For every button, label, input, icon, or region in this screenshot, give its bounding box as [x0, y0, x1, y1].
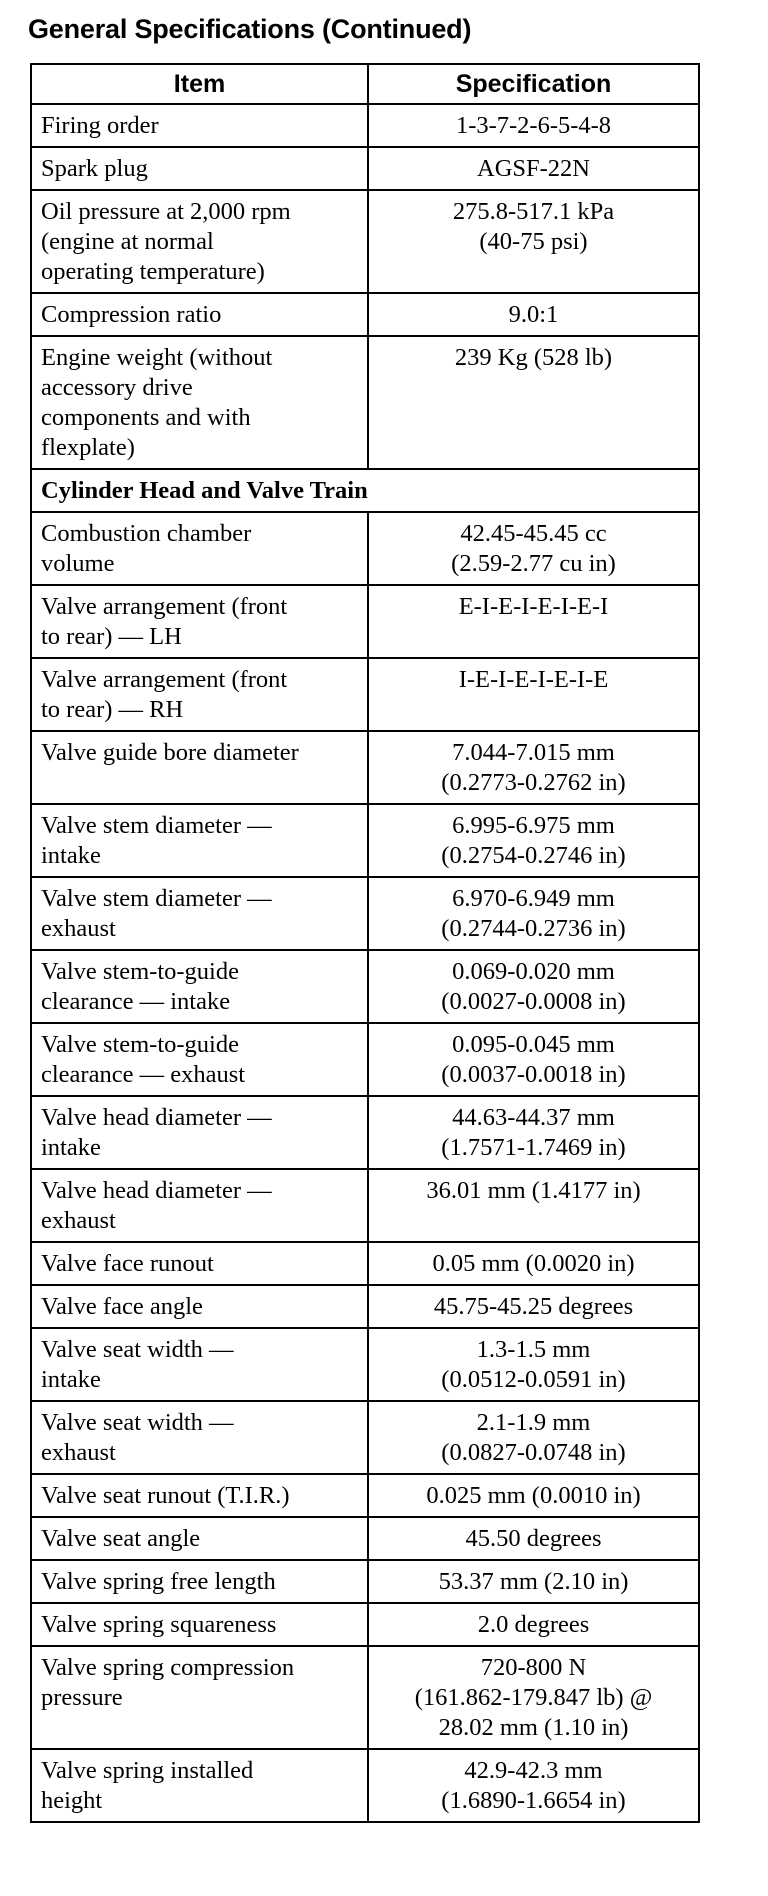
item-cell: Firing order	[31, 104, 368, 147]
table-row	[31, 1328, 699, 1401]
table-row	[31, 804, 699, 877]
specification-cell: 720-800 N (161.862-179.847 lb) @ 28.02 mm (1.10 in)	[368, 1646, 699, 1749]
specification-cell: 0.05 mm (0.0020 in)	[368, 1242, 699, 1285]
table-body	[31, 104, 699, 1822]
item-cell: Valve arrangement (front to rear) — RH	[31, 658, 368, 731]
specification-cell: 2.0 degrees	[368, 1603, 699, 1646]
specification-cell: 2.1-1.9 mm (0.0827-0.0748 in)	[368, 1401, 699, 1474]
table-row	[31, 512, 699, 585]
item-cell: Valve seat runout (T.I.R.)	[31, 1474, 368, 1517]
item-cell: Combustion chamber volume	[31, 512, 368, 585]
specification-cell: 9.0:1	[368, 293, 699, 336]
table-header-row	[31, 64, 699, 104]
table-row	[31, 336, 699, 469]
specification-cell: 1.3-1.5 mm (0.0512-0.0591 in)	[368, 1328, 699, 1401]
specification-cell: 0.069-0.020 mm (0.0027-0.0008 in)	[368, 950, 699, 1023]
table-row	[31, 1646, 699, 1749]
table-row	[31, 1023, 699, 1096]
item-cell: Compression ratio	[31, 293, 368, 336]
item-cell: Valve spring installed height	[31, 1749, 368, 1822]
specification-cell: AGSF-22N	[368, 147, 699, 190]
item-cell: Valve head diameter — intake	[31, 1096, 368, 1169]
item-cell: Engine weight (without accessory drive components and with flexplate)	[31, 336, 368, 469]
table-row	[31, 293, 699, 336]
specification-cell: 42.45-45.45 cc (2.59-2.77 cu in)	[368, 512, 699, 585]
specification-cell: 275.8-517.1 kPa (40-75 psi)	[368, 190, 699, 293]
table-row	[31, 877, 699, 950]
item-cell: Valve arrangement (front to rear) — LH	[31, 585, 368, 658]
table-row	[31, 1096, 699, 1169]
specification-cell: 239 Kg (528 lb)	[368, 336, 699, 469]
specification-cell: 36.01 mm (1.4177 in)	[368, 1169, 699, 1242]
section-header-row	[31, 469, 699, 512]
table-row	[31, 190, 699, 293]
specification-cell: 1-3-7-2-6-5-4-8	[368, 104, 699, 147]
table-row	[31, 104, 699, 147]
item-cell: Valve face angle	[31, 1285, 368, 1328]
table-row	[31, 1749, 699, 1822]
table-row	[31, 1517, 699, 1560]
specification-cell: 0.095-0.045 mm (0.0037-0.0018 in)	[368, 1023, 699, 1096]
specification-cell: 45.75-45.25 degrees	[368, 1285, 699, 1328]
column-header-specification: Specification	[368, 64, 699, 104]
item-cell: Valve seat width — intake	[31, 1328, 368, 1401]
item-cell: Valve stem diameter — exhaust	[31, 877, 368, 950]
table-row	[31, 950, 699, 1023]
table-row	[31, 658, 699, 731]
item-cell: Valve spring squareness	[31, 1603, 368, 1646]
specification-cell: 44.63-44.37 mm (1.7571-1.7469 in)	[368, 1096, 699, 1169]
specification-cell: 6.995-6.975 mm (0.2754-0.2746 in)	[368, 804, 699, 877]
page-title: General Specifications (Continued)	[28, 14, 472, 44]
specification-cell: I-E-I-E-I-E-I-E	[368, 658, 699, 731]
table-row	[31, 585, 699, 658]
item-cell: Spark plug	[31, 147, 368, 190]
specification-cell: 6.970-6.949 mm (0.2744-0.2736 in)	[368, 877, 699, 950]
item-cell: Valve guide bore diameter	[31, 731, 368, 804]
item-cell: Valve spring compression pressure	[31, 1646, 368, 1749]
item-cell: Valve stem-to-guide clearance — intake	[31, 950, 368, 1023]
item-cell: Valve head diameter — exhaust	[31, 1169, 368, 1242]
item-cell: Oil pressure at 2,000 rpm (engine at normal operating temperature)	[31, 190, 368, 293]
item-cell: Valve stem-to-guide clearance — exhaust	[31, 1023, 368, 1096]
specification-cell: 0.025 mm (0.0010 in)	[368, 1474, 699, 1517]
specification-cell: 45.50 degrees	[368, 1517, 699, 1560]
specification-cell: E-I-E-I-E-I-E-I	[368, 585, 699, 658]
item-cell: Valve face runout	[31, 1242, 368, 1285]
table-row	[31, 1401, 699, 1474]
item-cell: Valve seat width — exhaust	[31, 1401, 368, 1474]
item-cell: Valve seat angle	[31, 1517, 368, 1560]
table-row	[31, 1603, 699, 1646]
table-row	[31, 147, 699, 190]
specification-cell: 7.044-7.015 mm (0.2773-0.2762 in)	[368, 731, 699, 804]
specification-cell: 42.9-42.3 mm (1.6890-1.6654 in)	[368, 1749, 699, 1822]
column-header-item: Item	[31, 64, 368, 104]
table-row	[31, 731, 699, 804]
table-row	[31, 1474, 699, 1517]
table-row	[31, 1169, 699, 1242]
table-row	[31, 1560, 699, 1603]
item-cell: Valve stem diameter — intake	[31, 804, 368, 877]
specifications-table	[30, 63, 700, 1823]
specification-cell: 53.37 mm (2.10 in)	[368, 1560, 699, 1603]
table-row	[31, 1242, 699, 1285]
table-row	[31, 1285, 699, 1328]
item-cell: Valve spring free length	[31, 1560, 368, 1603]
section-header: Cylinder Head and Valve Train	[31, 469, 699, 512]
